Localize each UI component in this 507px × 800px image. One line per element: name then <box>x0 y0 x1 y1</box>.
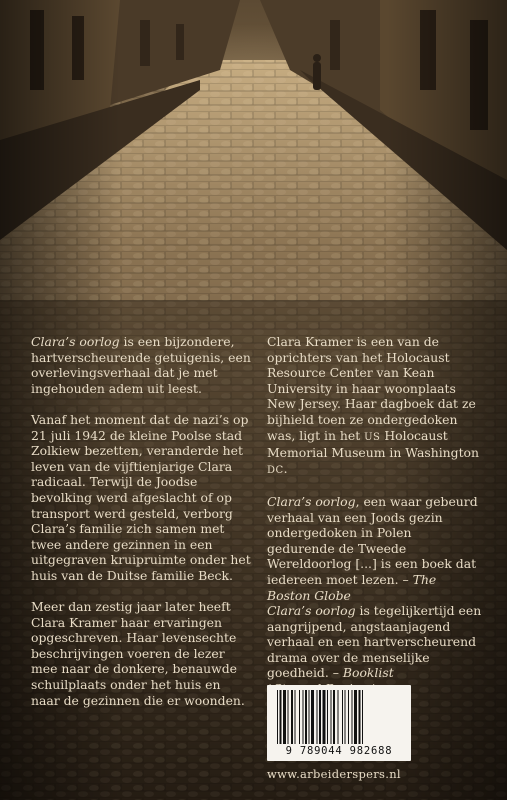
barcode-bar <box>319 690 321 744</box>
review-source: The Boston Globe <box>267 571 437 603</box>
barcode-bar <box>288 690 289 744</box>
barcode-bar <box>317 690 318 744</box>
review-quotes: Clara’s oorlog, een waar gebeurd verhaal van een Joods gezin ondergedoken in Polen gedurende de Tweede Wereldoorlog [...] is een boek dat iedereen moet lezen. – The Boston Globe Clara’s oorlog is tegelijkertijd een aangrijpend, angstaanjagend verhaal en een hartverscheurend drama over de menselijke goedheid. – Booklist <box>267 494 483 697</box>
barcode-bar <box>362 690 363 744</box>
barcode-bar <box>323 690 326 744</box>
book-title: Clara’s oorlog <box>267 603 356 619</box>
left-text-column <box>31 334 253 724</box>
barcode-bar <box>311 690 314 744</box>
book-title: Clara’s oorlog <box>267 493 356 509</box>
barcode-bar <box>305 690 307 744</box>
barcode-bar <box>359 690 361 744</box>
barcode-bar <box>342 690 343 744</box>
right-text-column <box>267 334 483 697</box>
barcode-bar <box>345 690 346 744</box>
barcode-bar <box>303 690 304 744</box>
barcode-bar <box>333 690 335 744</box>
author-bio-paragraph: Clara Kramer is een van de oprichters van het Holocaust Resource Center van Kean University in haar woonplaats New Jersey. Haar dagboek dat ze bijhield toen ze ondergedoken was, ligt in het US Holocaust Memorial Museum in Washington DC. <box>267 334 479 476</box>
barcode-bar <box>352 690 353 744</box>
barcode-bar <box>348 690 349 744</box>
isbn-barcode-label <box>267 685 411 761</box>
review-source: Booklist <box>342 665 394 681</box>
barcode-graphic <box>277 690 401 744</box>
intro-paragraph: Clara’s oorlog is een bijzondere, hartverscheurende getuigenis, een overlevingsverhaal dat je met ingehouden adem uit leest. <box>31 334 251 396</box>
book-title: Clara’s oorlog <box>31 334 120 349</box>
barcode-bar <box>299 690 300 744</box>
barcode-bar <box>331 690 332 744</box>
author-paragraph: Meer dan zestig jaar later heeft Clara Kramer haar ervaringen opgeschreven. Haar levensechte beschrijvingen voeren de lezer mee naar de donkere, benauwde schuilplaats onder het huis en naar de gezinnen die er woonden. <box>31 599 245 708</box>
barcode-bar <box>354 690 357 744</box>
barcode-bar <box>277 690 278 744</box>
barcode-bar <box>309 690 310 744</box>
publisher-website: www.arbeiderspers.nl <box>267 767 401 781</box>
barcode-bar <box>338 690 339 744</box>
story-paragraph: Vanaf het moment dat de nazi’s op 21 juli 1942 de kleine Poolse stad Zolkiew bezetten, veranderde het leven van de vijftienjarige Clara radicaal. Terwijl de Joodse bevolking werd afgeslacht of op transport werd gesteld, verborg Clara’s familie zich samen met twee andere gezinnen in een uitgegraven kruipruimte onder het huis van de Duitse familie Beck. <box>31 411 251 583</box>
isbn-number: 9 789044 982688 <box>285 745 393 757</box>
barcode-bar <box>280 690 282 744</box>
barcode-bar <box>291 690 293 744</box>
barcode-bar <box>327 690 328 744</box>
barcode-bar <box>283 690 286 744</box>
barcode-bar <box>295 690 296 744</box>
